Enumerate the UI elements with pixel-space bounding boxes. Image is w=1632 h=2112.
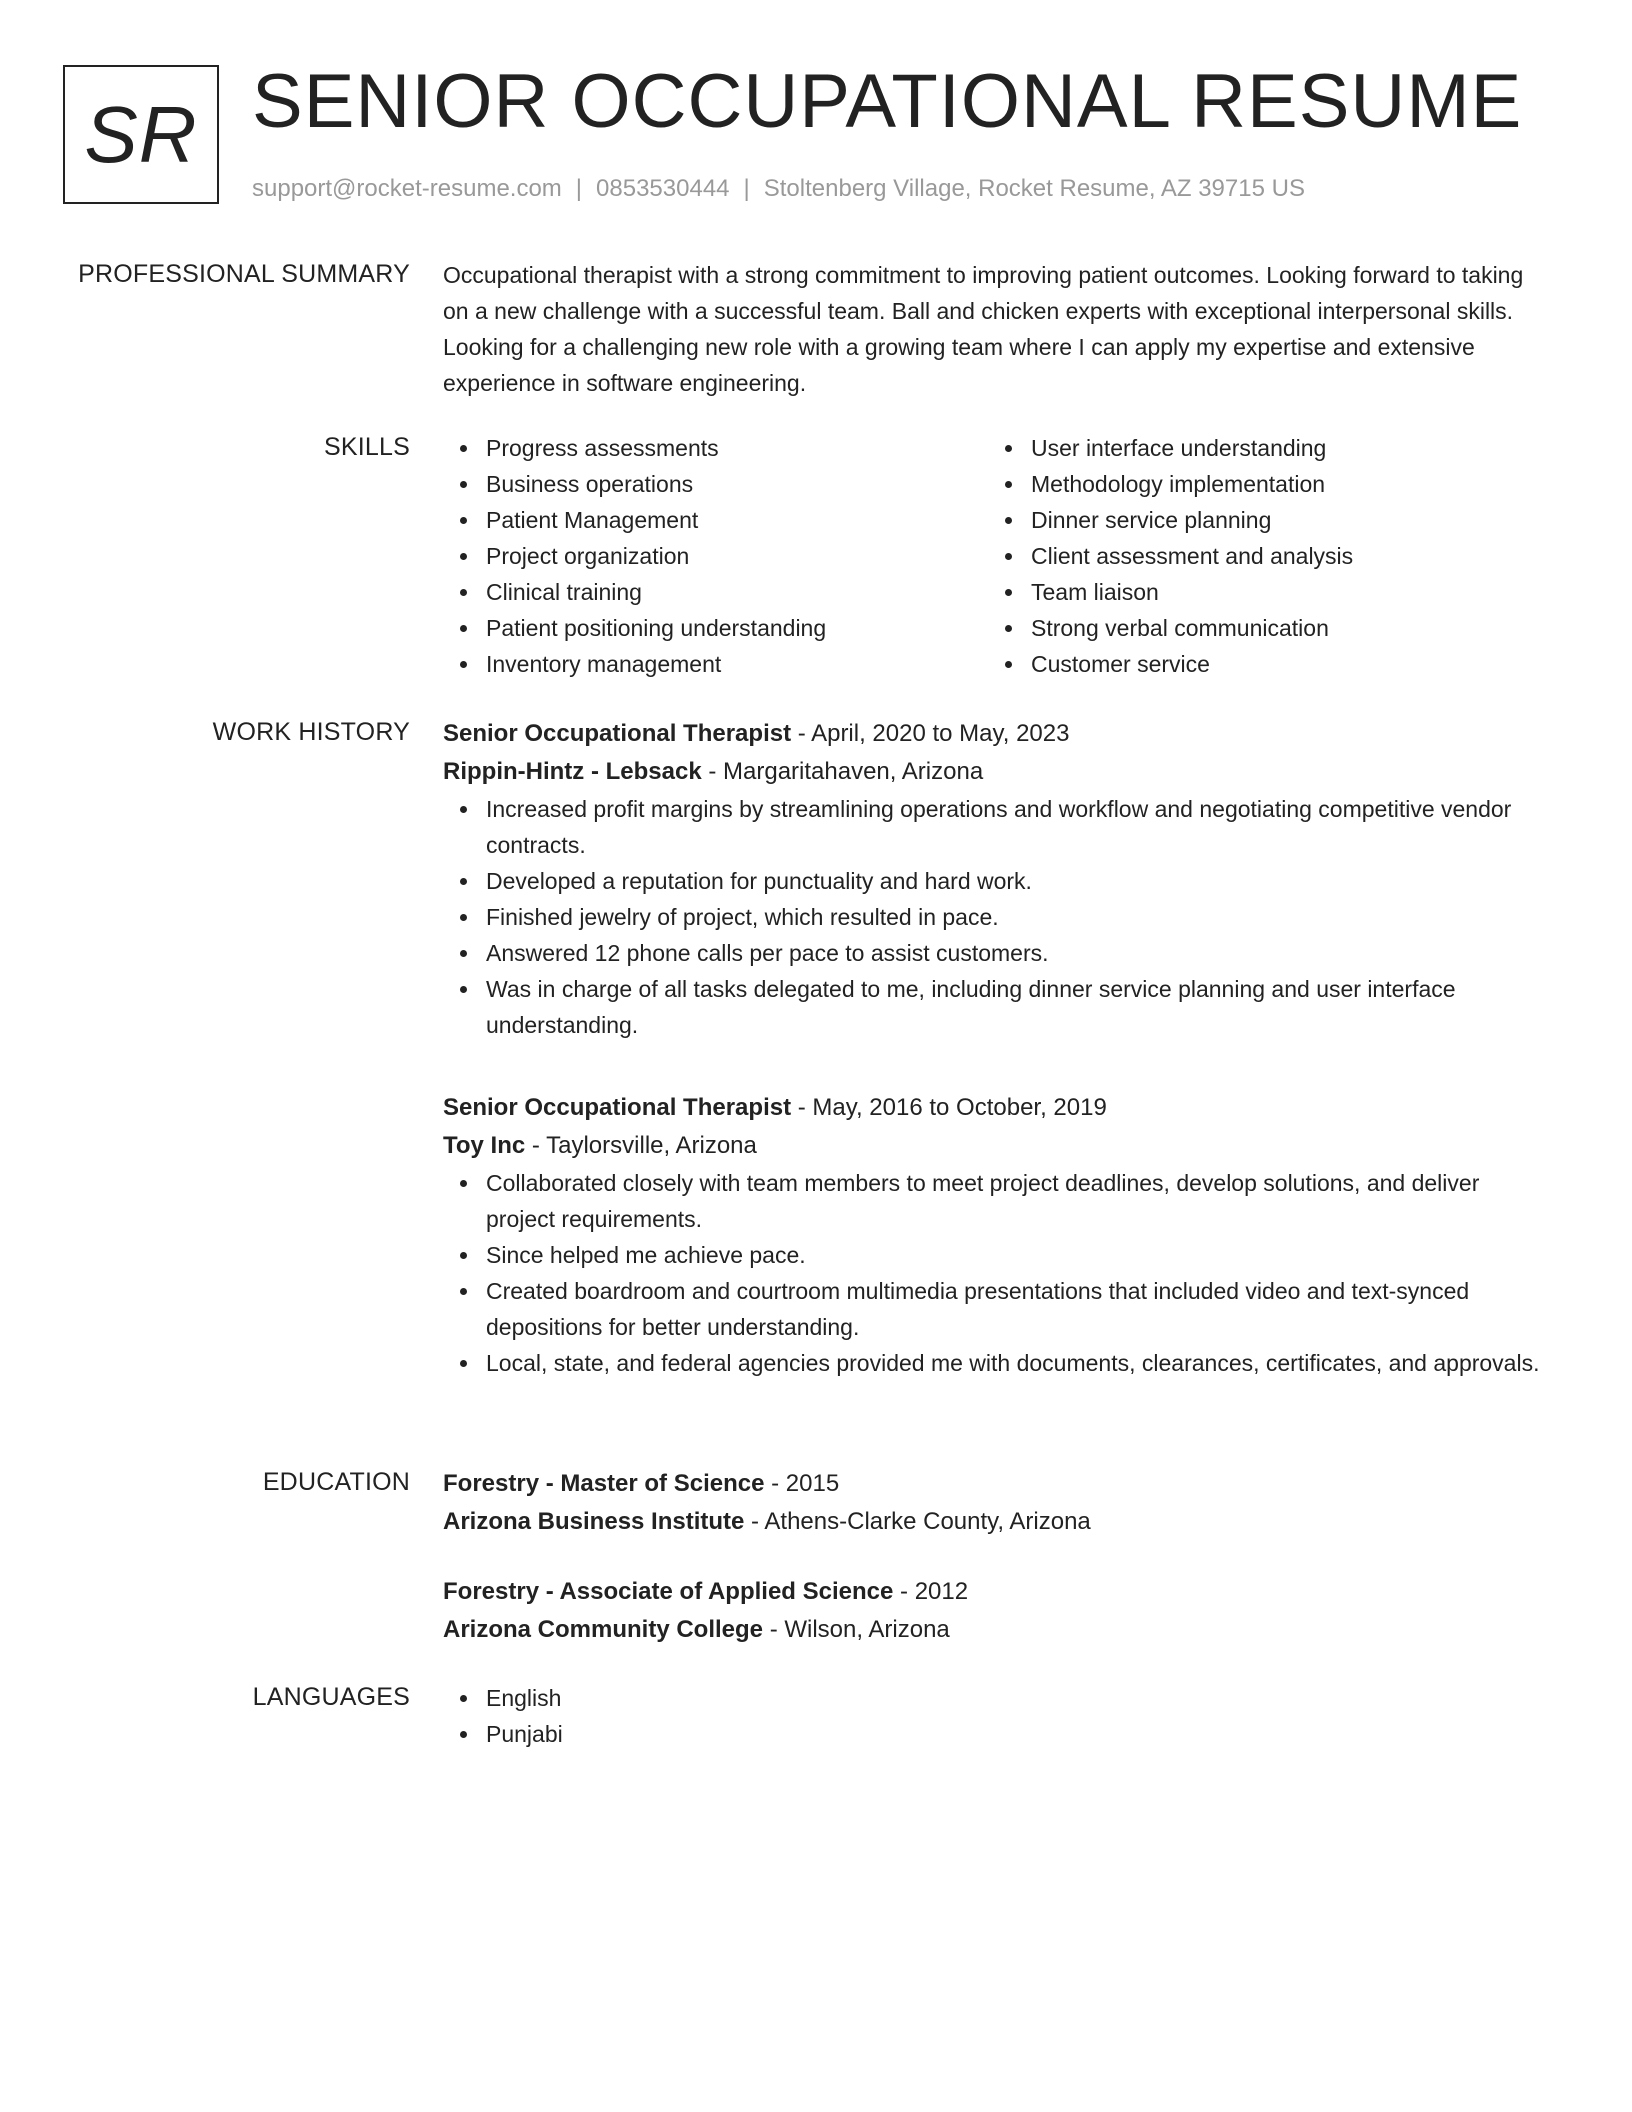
languages-list: [443, 1680, 1553, 1752]
job-role: Senior Occupational Therapist: [443, 1094, 792, 1121]
language-item: Punjabi: [486, 1716, 1553, 1752]
education-entry: [443, 1465, 1553, 1541]
job-bullet: Local, state, and federal agencies provided me with documents, clearances, certificates, and approvals.: [486, 1345, 1553, 1381]
job-bullet: Answered 12 phone calls per pace to assist customers.: [486, 935, 1553, 971]
education-degree-line: [443, 1573, 1553, 1611]
job-role: Senior Occupational Therapist: [443, 720, 792, 747]
job-bullet: Since helped me achieve pace.: [486, 1237, 1553, 1273]
skill-item: Project organization: [486, 538, 988, 574]
monogram-logo: SR: [63, 65, 219, 204]
education-school-line: [443, 1611, 1553, 1649]
education-entry: [443, 1573, 1553, 1649]
education-location: - Wilson, Arizona: [763, 1616, 950, 1643]
contact-line: [252, 172, 1305, 206]
job-bullet: Collaborated closely with team members to meet project deadlines, develop solutions, and deliver project requirements.: [486, 1165, 1553, 1237]
education-degree-line: [443, 1465, 1553, 1503]
skill-item: Dinner service planning: [1031, 502, 1533, 538]
job-dates: - April, 2020 to May, 2023: [791, 720, 1070, 747]
education-year: - 2012: [893, 1578, 969, 1605]
section-title-education: EDUCATION: [262, 1468, 410, 1496]
job-bullet: Increased profit margins by streamlining operations and workflow and negotiating competitive vendor contracts.: [486, 791, 1553, 863]
job-bullet-list: [443, 791, 1553, 1043]
job-bullet: Finished jewelry of project, which resulted in pace.: [486, 899, 1553, 935]
job-bullet: Created boardroom and courtroom multimedia presentations that included video and text-synced depositions for better understanding.: [486, 1273, 1553, 1345]
summary-text: Occupational therapist with a strong commitment to improving patient outcomes. Looking forward to taking on a new challenge with a successful team. Ball and chicken experts with exceptional interpersonal skills. Looking for a challenging new role with a growing team where I can apply my expertise and extensive experience in software engineering.: [443, 262, 1524, 396]
education-degree: Forestry - Associate of Applied Science: [443, 1578, 894, 1605]
section-title-skills: SKILLS: [324, 433, 410, 461]
job-location: - Margaritahaven, Arizona: [701, 758, 984, 785]
skill-item: Patient positioning understanding: [486, 610, 988, 646]
job-entry: [443, 1089, 1553, 1381]
language-item: English: [486, 1680, 1553, 1716]
contact-phone[interactable]: 0853530444: [596, 175, 730, 202]
job-company: Toy Inc: [443, 1132, 526, 1159]
summary-body: [443, 257, 1553, 401]
job-title-line: [443, 715, 1553, 753]
skill-item: Clinical training: [486, 574, 988, 610]
job-company-line: [443, 1127, 1553, 1165]
education-school-line: [443, 1503, 1553, 1541]
section-title-work-history: WORK HISTORY: [212, 718, 410, 746]
contact-separator: |: [743, 175, 750, 202]
skills-list-left: [443, 430, 988, 682]
languages-body: [443, 1680, 1553, 1752]
job-bullet: Was in charge of all tasks delegated to me, including dinner service planning and user interface understanding.: [486, 971, 1553, 1043]
job-location: - Taylorsville, Arizona: [525, 1132, 757, 1159]
skill-item: Business operations: [486, 466, 988, 502]
skill-item: Progress assessments: [486, 430, 988, 466]
skill-item: Team liaison: [1031, 574, 1533, 610]
skill-item: Inventory management: [486, 646, 988, 682]
job-company: Rippin-Hintz - Lebsack: [443, 758, 702, 785]
skill-item: Methodology implementation: [1031, 466, 1533, 502]
skills-grid: [443, 430, 1553, 682]
skill-item: Patient Management: [486, 502, 988, 538]
contact-address: Stoltenberg Village, Rocket Resume, AZ 39715 US: [763, 175, 1305, 202]
contact-separator: |: [575, 175, 583, 202]
education-location: - Athens-Clarke County, Arizona: [744, 1508, 1091, 1535]
contact-email[interactable]: support@rocket-resume.com: [252, 175, 562, 202]
job-bullet-list: [443, 1165, 1553, 1381]
skills-list-right: [988, 430, 1533, 682]
skill-item: Client assessment and analysis: [1031, 538, 1533, 574]
skill-item: Strong verbal communication: [1031, 610, 1533, 646]
education-school: Arizona Business Institute: [443, 1508, 745, 1535]
job-dates: - May, 2016 to October, 2019: [791, 1094, 1107, 1121]
job-bullet: Developed a reputation for punctuality and hard work.: [486, 863, 1553, 899]
section-title-languages: LANGUAGES: [252, 1683, 410, 1711]
education-school: Arizona Community College: [443, 1616, 764, 1643]
skill-item: User interface understanding: [1031, 430, 1533, 466]
skills-column-right: [988, 430, 1533, 682]
skill-item: Customer service: [1031, 646, 1533, 682]
section-title-summary: PROFESSIONAL SUMMARY: [78, 260, 410, 288]
resume-title: SENIOR OCCUPATIONAL RESUME: [252, 59, 1523, 144]
education-degree: Forestry - Master of Science: [443, 1470, 765, 1497]
job-entry: [443, 715, 1553, 1043]
job-title-line: [443, 1089, 1553, 1127]
skills-column-left: [443, 430, 988, 682]
job-company-line: [443, 753, 1553, 791]
education-year: - 2015: [764, 1470, 840, 1497]
